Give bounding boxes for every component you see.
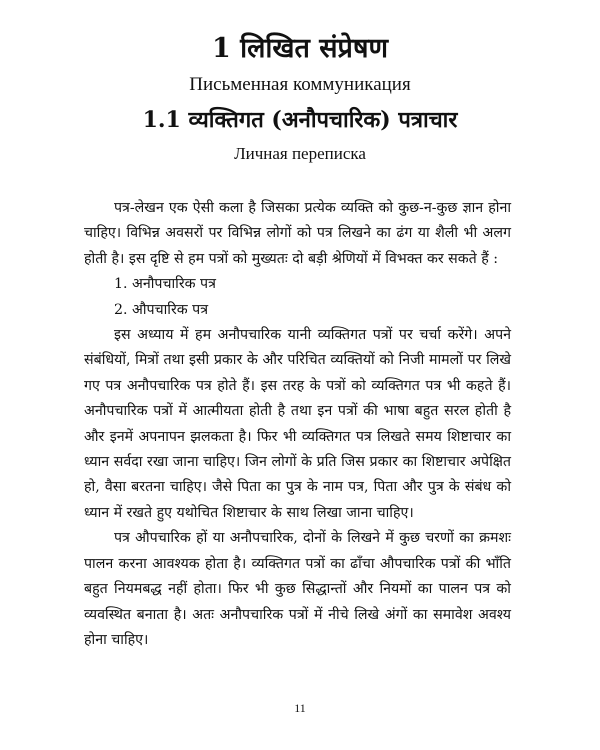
body-text — [84, 196, 511, 653]
section-title: 1.1 व्यक्तिगत (अनौपचारिक) पत्राचार — [142, 107, 458, 133]
paragraph-intro: पत्र-लेखन एक ऐसी कला है जिसका प्रत्येक व्यक्ति को कुछ-न-कुछ ज्ञान होना चाहिए। विभिन्न अवसरों पर विभिन्न लोगों को पत्र लिखने का ढंग या शैली भी अलग होती है। इस दृष्टि से हम पत्रों को मुख्यतः दो बड़ी श्रेणियों में विभक्त कर सकते हैं : — [84, 200, 511, 267]
paragraph-letter-structure: पत्र औपचारिक हों या अनौपचारिक, दोनों के लिखने में कुछ चरणों का क्रमशः पालन करना आवश्यक होता है। व्यक्तिगत पत्रों का ढाँचा औपचारिक पत्रों की भाँति बहुत नियमबद्ध नहीं होता। फिर भी कुछ सिद्धान्तों और नियमों का पालन पत्र को व्यवस्थित बनाता है। अतः अनौपचारिक पत्रों में नीचे लिखे अंगों का समावेश अवश्य होना चाहिए। — [84, 530, 511, 648]
paragraph-informal-letters: इस अध्याय में हम अनौपचारिक यानी व्यक्तिगत पत्रों पर चर्चा करेंगे। अपने संबंधियों, मित्रों तथा इसी प्रकार के और परिचित व्यक्तियों को निजी मामलों पर लिखे गए पत्र अनौपचारिक पत्र होते हैं। इस तरह के पत्रों को व्यक्तिगत पत्र भी कहते हैं। अनौपचारिक पत्रों में आत्मीयता होती है तथा इन पत्रों की भाषा बहुत सरल होती है और इनमें अपनापन झलकता है। फिर भी व्यक्तिगत पत्र लिखते समय शिष्टाचार का ध्यान सर्वदा रखा जाना चाहिए। जिन लोगों के प्रति जिस प्रकार का शिष्टाचार अपेक्षित हो, वैसा बरतना चाहिए। जैसे पिता का पुत्र के नाम पत्र, पिता और पुत्र के संबंध को ध्यान में रखते हुए यथोचित शिष्टाचार के साथ लिखा जाना चाहिए। — [84, 327, 511, 521]
section-subtitle: Личная переписка — [234, 144, 366, 163]
list-item-informal-letter: 1. अनौपचारिक पत्र — [114, 276, 216, 293]
page-number: 11 — [294, 701, 306, 715]
chapter-title: 1 लिखित संप्रेषण — [211, 33, 389, 64]
list-item-formal-letter: 2. औपचारिक पत्र — [114, 301, 209, 318]
chapter-subtitle: Письменная коммуникация — [189, 74, 411, 95]
